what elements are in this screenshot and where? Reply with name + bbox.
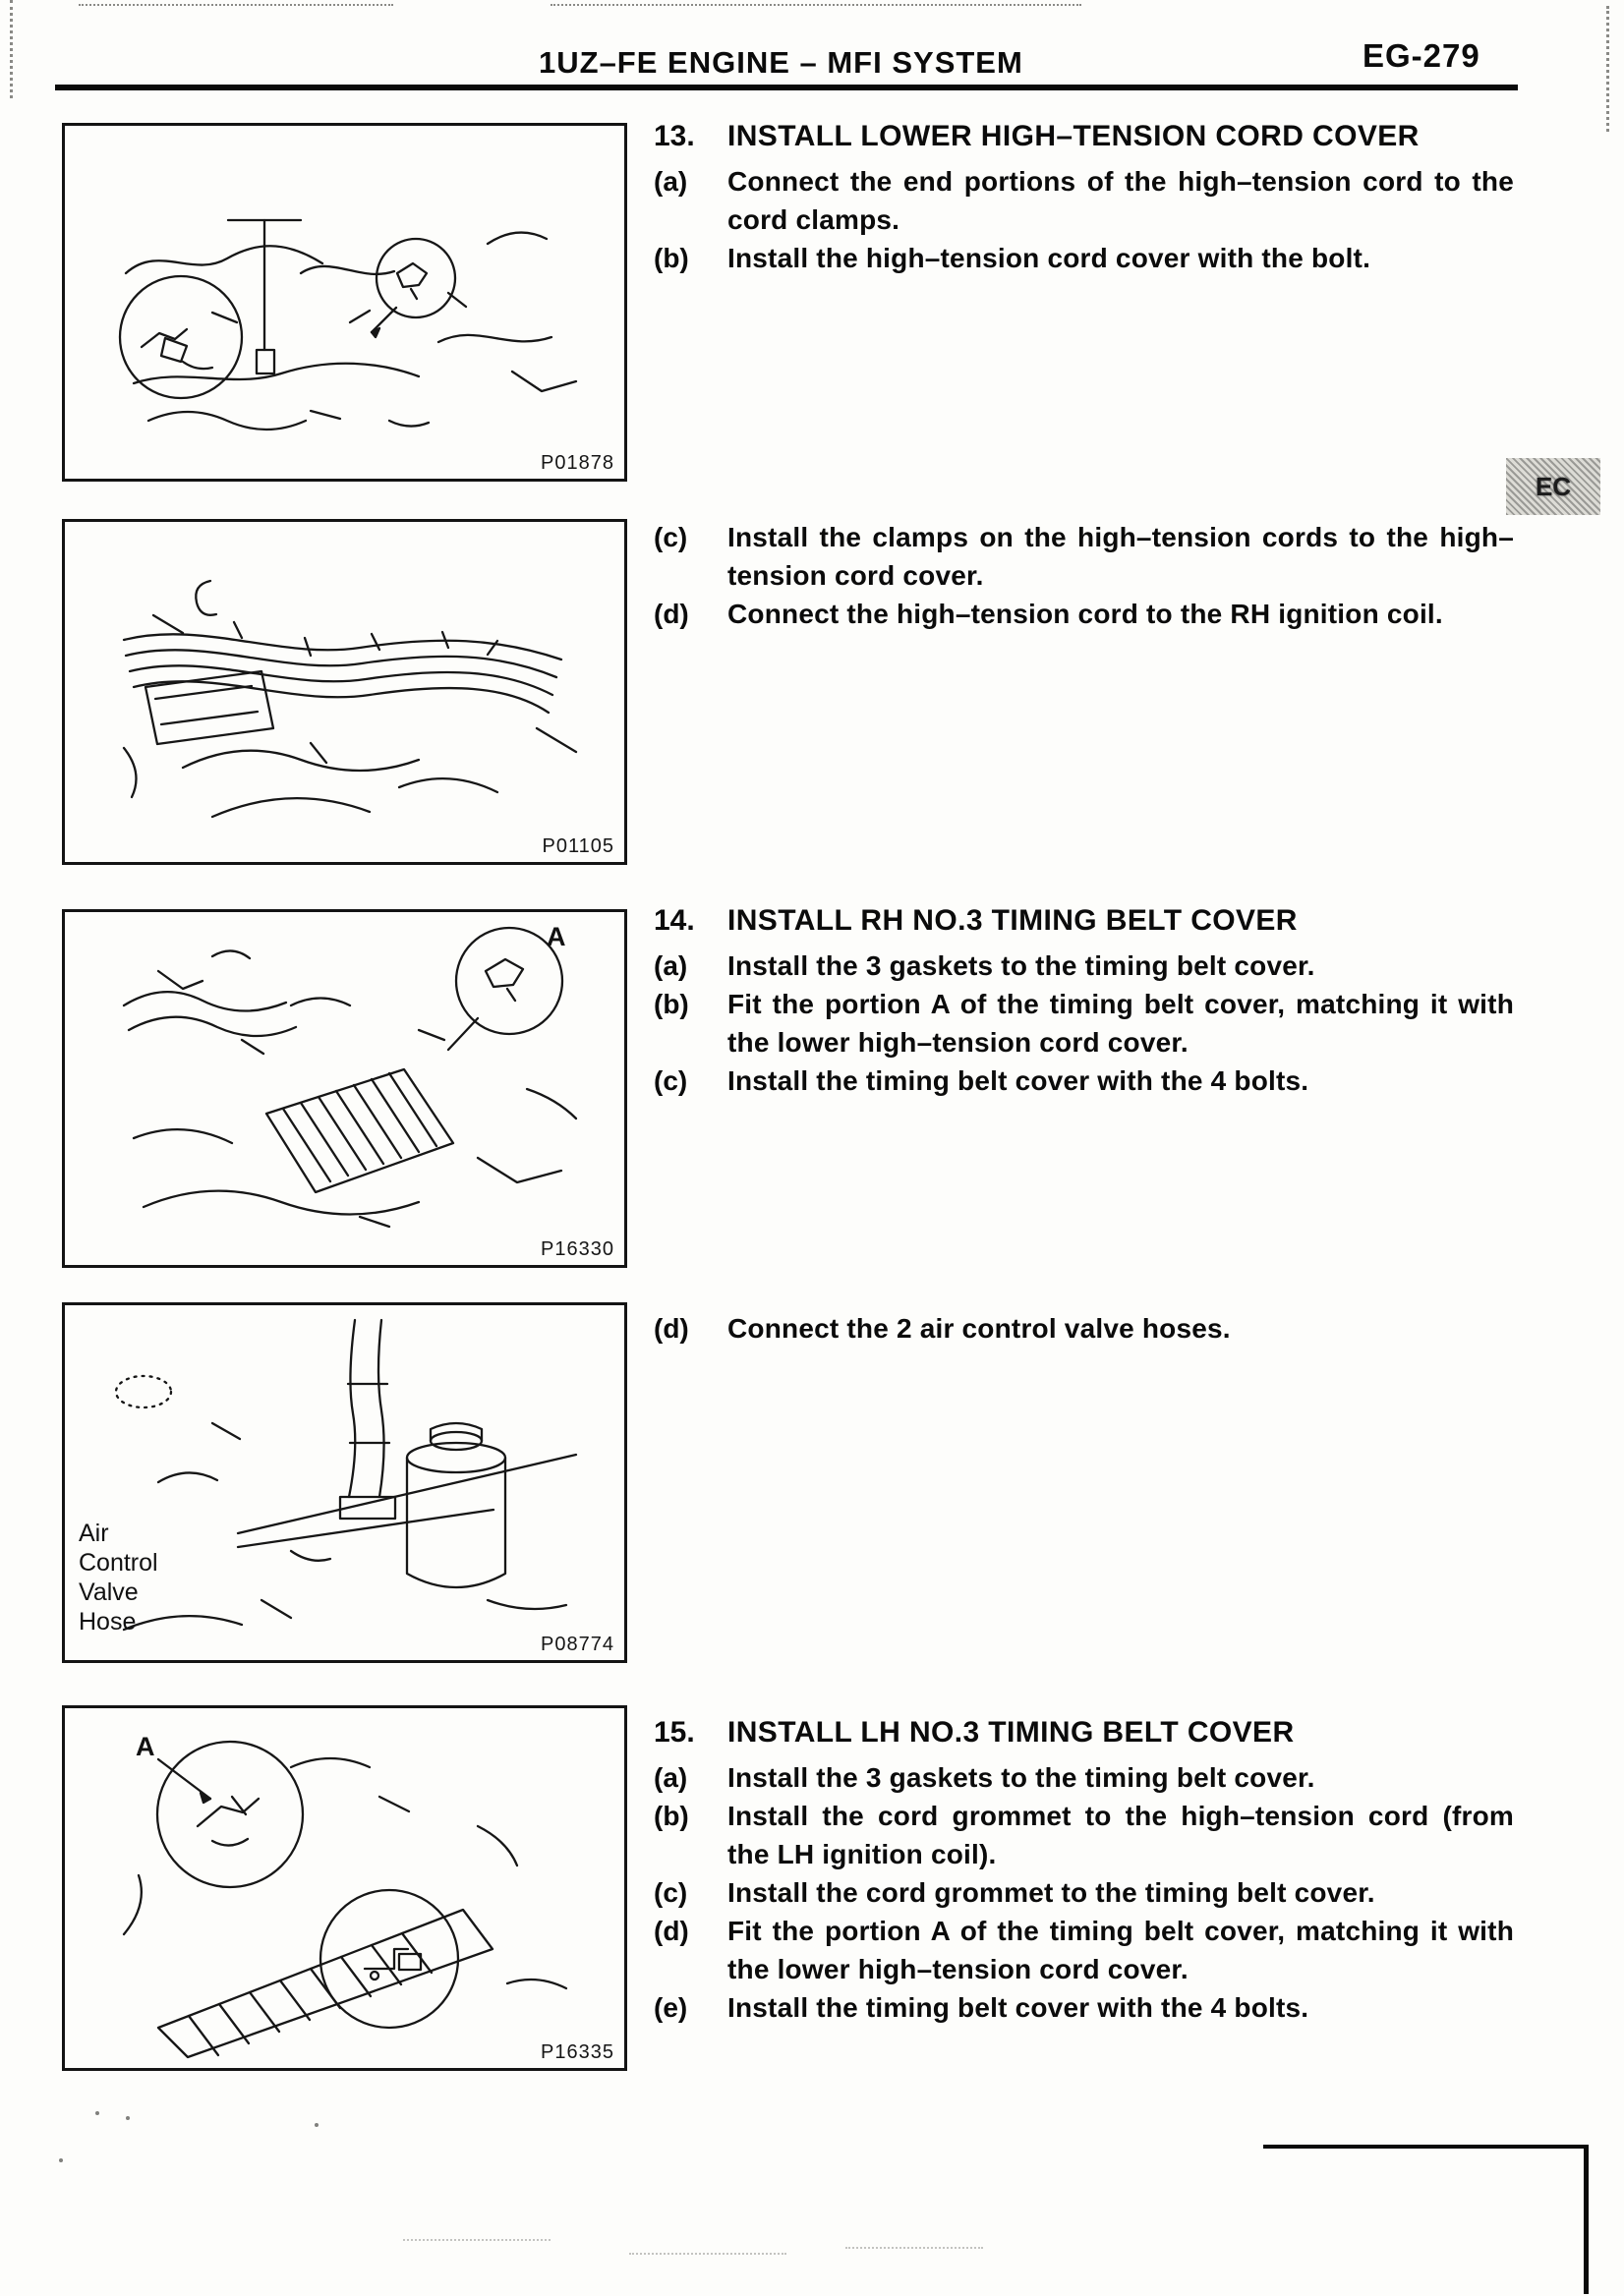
scan-dots-bottom-1 (403, 2239, 551, 2241)
item-marker: (b) (654, 243, 689, 273)
callout-a-label: A (547, 922, 566, 951)
figure-code: P01878 (537, 452, 614, 475)
engine-illustration-rh-timing-cover (65, 912, 624, 1265)
step-item (654, 162, 1517, 239)
step-13-block (654, 116, 1517, 277)
step-14-block (654, 900, 1517, 1100)
step-item (654, 239, 1517, 277)
item-marker: (a) (654, 1762, 688, 1793)
step-14-heading (654, 900, 1517, 941)
step-item (654, 595, 1517, 633)
step-item (654, 1062, 1517, 1100)
item-text: Install the 3 gaskets to the timing belt cover. (727, 1762, 1315, 1793)
scan-dots-left-edge (10, 0, 13, 98)
step-title: INSTALL LOWER HIGH–TENSION CORD COVER (727, 120, 1420, 152)
step-item (654, 1758, 1517, 1797)
step-item (654, 1988, 1517, 2027)
item-text: Connect the end portions of the high–tension cord to the cord clamps. (727, 166, 1514, 235)
air-hose-label-line: Control (79, 1549, 158, 1577)
step-item (654, 947, 1517, 985)
figure-box-1 (62, 123, 627, 482)
item-marker: (d) (654, 1313, 689, 1344)
step-item (654, 1797, 1517, 1873)
engine-illustration-air-hoses (65, 1305, 624, 1660)
page-number: EG-279 (1363, 37, 1480, 74)
engine-illustration-cords-clamps (65, 522, 624, 862)
item-marker: (c) (654, 1877, 688, 1908)
item-text: Install the timing belt cover with the 4 bolts. (727, 1065, 1309, 1096)
item-text: Install the timing belt cover with the 4 bolts. (727, 1992, 1309, 2023)
step-14-continued-block (654, 1309, 1517, 1348)
item-marker: (a) (654, 166, 688, 197)
step-13-heading (654, 116, 1517, 156)
item-text: Connect the 2 air control valve hoses. (727, 1313, 1231, 1344)
figure-box-3 (62, 909, 627, 1268)
corner-mark-horizontal (1263, 2145, 1589, 2149)
figure-box-2 (62, 519, 627, 865)
scan-dots-right-edge (1606, 6, 1609, 132)
step-title: INSTALL LH NO.3 TIMING BELT COVER (727, 1716, 1295, 1749)
item-text: Install the clamps on the high–tension cords to the high–tension cord cover. (727, 522, 1514, 591)
item-text: Install the 3 gaskets to the timing belt cover. (727, 950, 1315, 981)
scan-dots-top-right (551, 4, 1081, 6)
item-text: Fit the portion A of the timing belt cover, matching it with the lower high–tension cord cover. (727, 1916, 1514, 1984)
corner-mark-vertical (1584, 2145, 1589, 2294)
item-text: Install the high–tension cord cover with the bolt. (727, 243, 1371, 273)
step-15-heading (654, 1712, 1517, 1752)
step-number: 13. (654, 120, 695, 152)
item-marker: (e) (654, 1992, 688, 2023)
item-marker: (d) (654, 1916, 689, 1946)
item-marker: (b) (654, 1801, 689, 1831)
step-item (654, 518, 1517, 595)
air-hose-label-line: Air (79, 1520, 109, 1547)
item-text: Install the cord grommet to the timing belt cover. (727, 1877, 1375, 1908)
item-text: Connect the high–tension cord to the RH ignition coil. (727, 599, 1443, 629)
step-number: 15. (654, 1716, 695, 1749)
scan-speck (95, 2111, 99, 2115)
figure-code: P16335 (537, 2041, 614, 2064)
figure-code: P16330 (537, 1238, 614, 1261)
engine-illustration-cord-cover (65, 126, 624, 479)
scan-dots-top-left (79, 4, 393, 6)
step-15-block (654, 1712, 1517, 2027)
item-marker: (b) (654, 989, 689, 1019)
step-title: INSTALL RH NO.3 TIMING BELT COVER (727, 904, 1298, 937)
callout-a-label: A (136, 1732, 155, 1761)
item-marker: (d) (654, 599, 689, 629)
step-number: 14. (654, 904, 695, 937)
scan-dots-bottom-2 (629, 2253, 786, 2255)
item-marker: (a) (654, 950, 688, 981)
figure-box-5 (62, 1705, 627, 2071)
step-item (654, 1912, 1517, 1988)
step-item (654, 1873, 1517, 1912)
figure-code: P08774 (537, 1634, 614, 1656)
page-title: 1UZ–FE ENGINE – MFI SYSTEM (539, 45, 1023, 80)
item-text: Fit the portion A of the timing belt cover, matching it with the lower high–tension cord cover. (727, 989, 1514, 1058)
scan-dots-bottom-3 (845, 2247, 983, 2249)
step-13-continued-block (654, 518, 1517, 633)
scan-speck (315, 2123, 319, 2127)
scan-speck (126, 2116, 130, 2120)
step-item (654, 1309, 1517, 1348)
section-tab-ec: EC (1506, 458, 1600, 515)
header-rule (55, 85, 1518, 90)
scan-speck (59, 2158, 63, 2162)
figure-code: P01105 (539, 835, 614, 858)
step-item (654, 985, 1517, 1062)
item-text: Install the cord grommet to the high–tension cord (from the LH ignition coil). (727, 1801, 1514, 1869)
engine-illustration-lh-timing-cover (65, 1708, 624, 2068)
item-marker: (c) (654, 522, 688, 552)
figure-box-4 (62, 1302, 627, 1663)
air-hose-label-line: Valve (79, 1578, 139, 1606)
air-hose-label-line: Hose (79, 1608, 137, 1636)
item-marker: (c) (654, 1065, 688, 1096)
